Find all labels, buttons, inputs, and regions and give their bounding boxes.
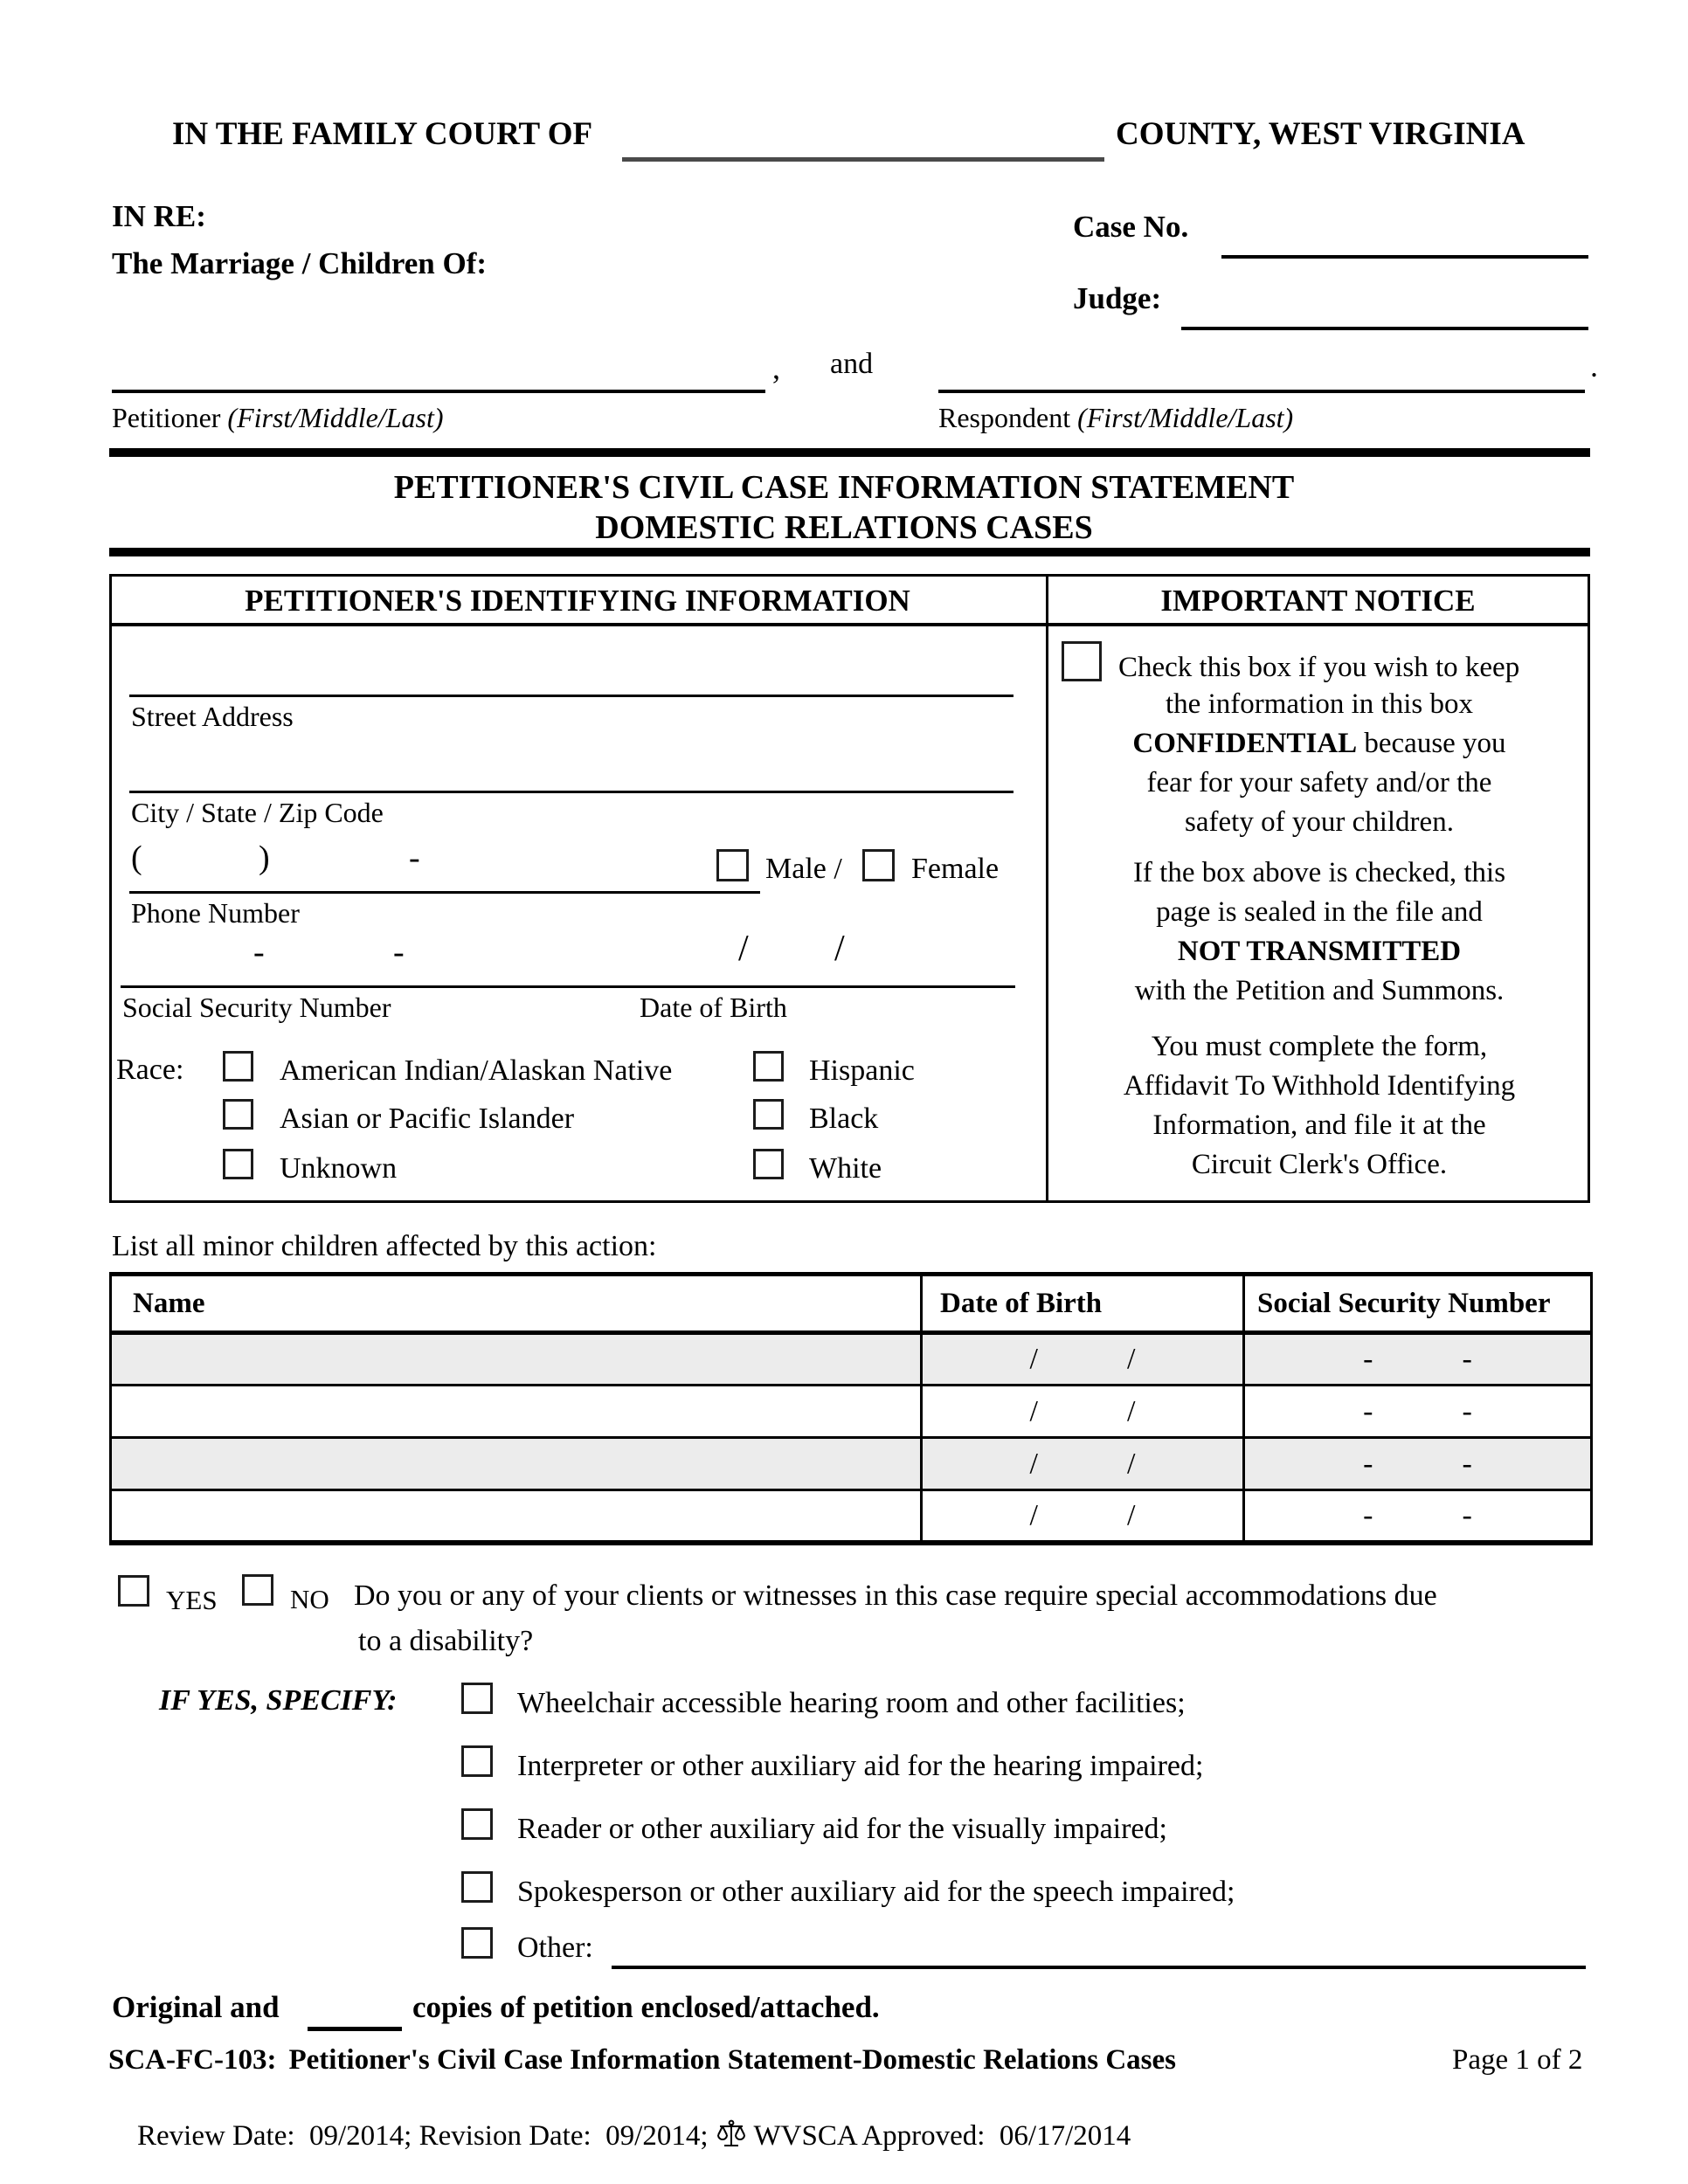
table-row (111, 1490, 1592, 1543)
respondent-caption: Respondent (First/Middle/Last) (938, 402, 1294, 433)
male-label: Male / (765, 853, 842, 885)
table-row (111, 1386, 1592, 1438)
ssn-dash-1: - (253, 934, 265, 971)
yes-checkbox[interactable] (118, 1575, 149, 1607)
option-checkbox-reader[interactable] (461, 1808, 493, 1840)
case-no-line[interactable] (1221, 255, 1588, 259)
ssn-line[interactable] (121, 985, 675, 988)
children-intro-label: List all minor children affected by this action: (112, 1230, 657, 1262)
child-dob-cell[interactable]: / / (922, 1386, 1244, 1438)
race-label-black: Black (809, 1102, 879, 1135)
child-ssn-cell[interactable]: - - (1244, 1386, 1592, 1438)
phone-paren-close: ) (259, 840, 270, 876)
children-table-header-row (111, 1275, 1592, 1333)
notice-paragraph-3: You must complete the form, Affidavit To Withhold Identifying Information, and file it at the Circuit Clerk's Office. (1123, 1031, 1516, 1180)
city-state-zip-label: City / State / Zip Code (131, 797, 384, 828)
city-state-zip-line[interactable] (129, 791, 1013, 793)
divider-bar-bottom (109, 548, 1590, 556)
divider-bar-top (109, 448, 1590, 457)
period-text: . (1590, 349, 1598, 384)
child-name-cell[interactable] (111, 1490, 922, 1543)
table-row (111, 1333, 1592, 1386)
state-label: COUNTY, WEST VIRGINIA (1116, 116, 1525, 152)
option-label-spokesperson: Spokesperson or other auxiliary aid for the speech impaired; (517, 1876, 1235, 1908)
if-yes-specify-label: IF YES, SPECIFY: (159, 1684, 398, 1717)
column-header-dob: Date of Birth (922, 1275, 1244, 1333)
dob-label: Date of Birth (640, 992, 787, 1023)
page-number: Page 1 of 2 (1452, 2044, 1583, 2076)
other-checkbox[interactable] (461, 1927, 493, 1959)
in-re-label: IN RE: (112, 199, 206, 233)
child-name-cell[interactable] (111, 1386, 922, 1438)
form-title-line1: PETITIONER'S CIVIL CASE INFORMATION STATEMENT (393, 469, 1295, 506)
box-header-divider (109, 623, 1590, 626)
phone-line[interactable] (129, 891, 760, 894)
respondent-line[interactable] (938, 390, 1585, 393)
accommodations-question-line1: Do you or any of your clients or witnesses in this case require special accommodations due (354, 1579, 1437, 1612)
race-checkbox-unknown[interactable] (223, 1149, 253, 1179)
judge-label: Judge: (1073, 281, 1162, 315)
phone-paren-open: ( (131, 840, 142, 876)
dob-slash-1: / (738, 929, 749, 969)
notice-paragraph-2: If the box above is checked, this page is sealed in the file and NOT TRANSMITTED with the Petition and Summons. (1132, 857, 1506, 1006)
child-ssn-cell[interactable]: - - (1244, 1490, 1592, 1543)
table-row (111, 1438, 1592, 1490)
race-label-american-indian: American Indian/Alaskan Native (280, 1054, 673, 1087)
no-checkbox[interactable] (242, 1574, 273, 1606)
child-name-cell[interactable] (111, 1438, 922, 1490)
judge-line[interactable] (1181, 327, 1588, 330)
ssn-label: Social Security Number (122, 992, 391, 1023)
option-label-wheelchair: Wheelchair accessible hearing room and other facilities; (517, 1687, 1186, 1719)
no-label: NO (290, 1584, 329, 1614)
race-label: Race: (116, 1054, 184, 1086)
other-specify-line[interactable] (612, 1966, 1586, 1969)
column-header-ssn: Social Security Number (1244, 1275, 1592, 1333)
column-header-name: Name (133, 1287, 205, 1319)
copies-label: copies of petition enclosed/attached. (412, 1990, 880, 2024)
ssn-dash-2: - (393, 934, 405, 971)
race-checkbox-white[interactable] (753, 1149, 784, 1179)
and-label: and (830, 348, 874, 380)
notice-paragraph-1: the information in this box CONFIDENTIAL because you fear for your safety and/or the safety of your children. (1132, 688, 1506, 838)
child-dob-cell[interactable]: / / (922, 1333, 1244, 1386)
street-address-label: Street Address (131, 701, 294, 732)
race-label-hispanic: Hispanic (809, 1054, 915, 1087)
race-checkbox-asian-pacific[interactable] (223, 1099, 253, 1130)
option-label-reader: Reader or other auxiliary aid for the visually impaired; (517, 1813, 1167, 1845)
notice-p1-line1: Check this box if you wish to keep (1118, 652, 1520, 683)
identifying-header: PETITIONER'S IDENTIFYING INFORMATION (245, 584, 910, 618)
race-label-unknown: Unknown (280, 1152, 398, 1185)
child-name-cell[interactable] (111, 1333, 922, 1386)
female-label: Female (911, 853, 1000, 885)
child-dob-cell[interactable]: / / (922, 1490, 1244, 1543)
other-label: Other: (517, 1932, 593, 1964)
footer-form-id: SCA-FC-103: Petitioner's Civil Case Information Statement-Domestic Relations Cases (108, 2044, 1176, 2076)
child-dob-cell[interactable]: / / (922, 1438, 1244, 1490)
confidential-checkbox[interactable] (1062, 641, 1102, 681)
notice-header: IMPORTANT NOTICE (1160, 584, 1476, 618)
form-title-line2: DOMESTIC RELATIONS CASES (595, 509, 1093, 546)
yes-label: YES (166, 1585, 218, 1615)
court-name-label: IN THE FAMILY COURT OF (172, 116, 593, 152)
dob-slash-2: / (834, 929, 845, 969)
copies-blank-line[interactable] (308, 2027, 402, 2031)
marriage-children-label: The Marriage / Children Of: (112, 246, 488, 280)
race-checkbox-hispanic[interactable] (753, 1051, 784, 1082)
child-ssn-cell[interactable]: - - (1244, 1333, 1592, 1386)
footer-review-line: Review Date: 09/2014; Revision Date: 09/2014; WVSCA Approved: 06/17/2014 (108, 2086, 1131, 2184)
scales-of-justice-icon (716, 2118, 747, 2158)
female-checkbox[interactable] (862, 849, 895, 881)
county-blank-line[interactable] (622, 157, 1104, 162)
children-table (109, 1272, 1593, 1545)
child-ssn-cell[interactable]: - - (1244, 1438, 1592, 1490)
original-and-label: Original and (112, 1990, 280, 2024)
street-address-line[interactable] (129, 695, 1013, 697)
case-no-label: Case No. (1073, 210, 1189, 244)
race-checkbox-black[interactable] (753, 1099, 784, 1130)
male-checkbox[interactable] (716, 849, 749, 881)
accommodations-question-line2: to a disability? (358, 1625, 534, 1657)
option-label-interpreter: Interpreter or other auxiliary aid for the hearing impaired; (517, 1750, 1204, 1782)
option-checkbox-interpreter[interactable] (461, 1745, 493, 1777)
option-checkbox-spokesperson[interactable] (461, 1871, 493, 1903)
phone-label: Phone Number (131, 897, 300, 929)
race-label-asian-pacific: Asian or Pacific Islander (280, 1102, 575, 1135)
petitioner-caption: Petitioner (First/Middle/Last) (112, 402, 444, 433)
comma-text: , (772, 350, 780, 385)
race-checkbox-american-indian[interactable] (223, 1051, 253, 1082)
option-checkbox-wheelchair[interactable] (461, 1683, 493, 1714)
race-label-white: White (809, 1152, 882, 1185)
phone-dash: - (409, 840, 420, 876)
petitioner-line[interactable] (112, 390, 765, 393)
dob-line[interactable] (636, 985, 1015, 988)
